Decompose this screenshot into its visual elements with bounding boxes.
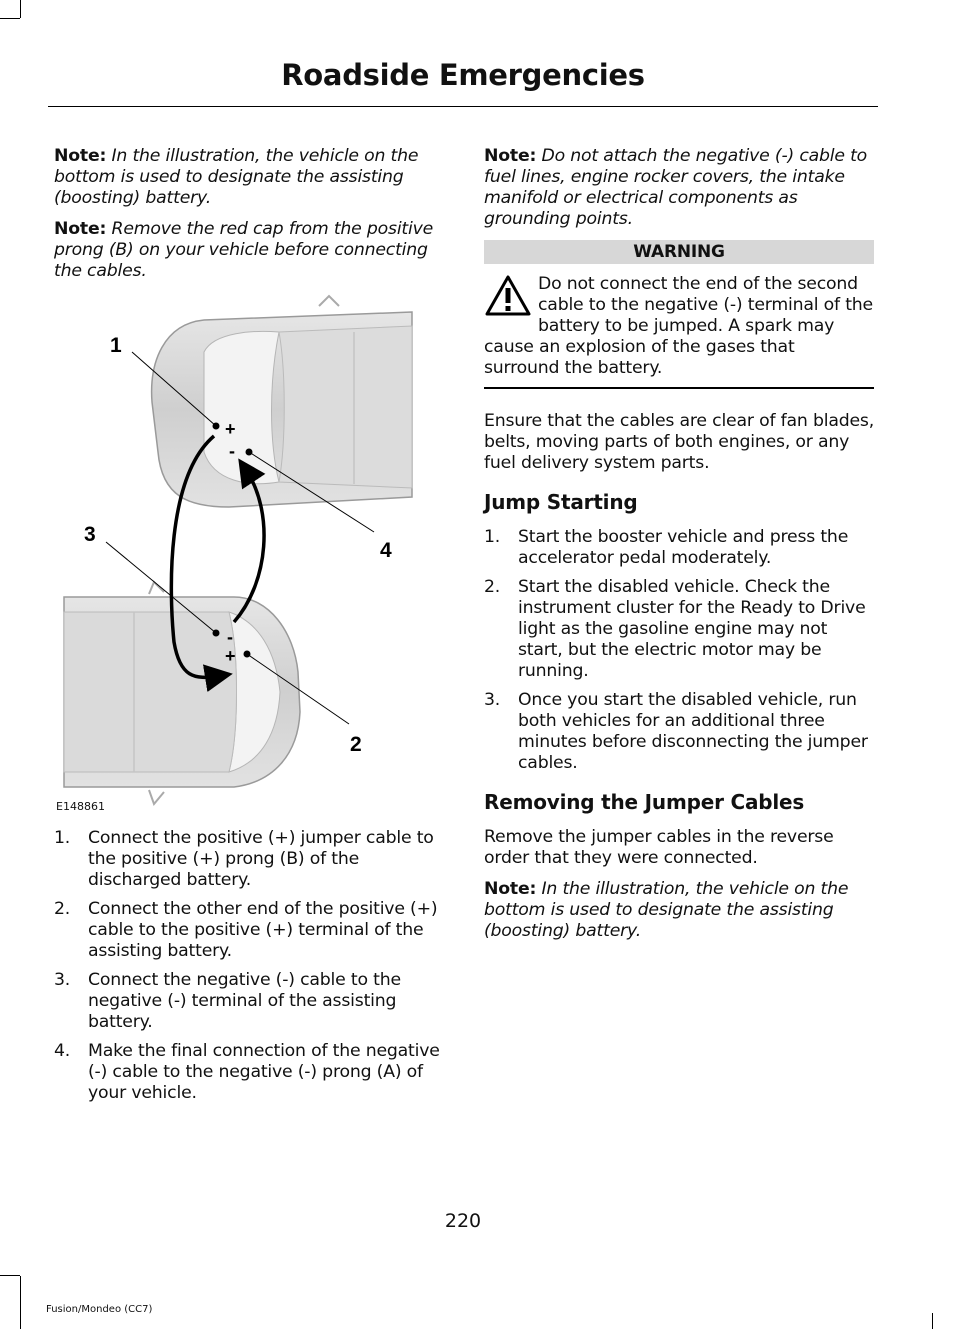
note-label: Note: <box>484 879 537 899</box>
list-item <box>484 690 874 774</box>
list-item <box>484 577 874 682</box>
note-red-cap <box>54 219 446 282</box>
page-title: Roadside Emergencies <box>281 58 645 92</box>
warning-box <box>484 264 874 389</box>
bottom-vehicle <box>64 582 300 804</box>
top-negative-sign: - <box>229 441 235 461</box>
step-text: Connect the positive (+) jumper cable to the positive (+) prong (B) of the discharged battery. <box>88 828 434 890</box>
terminal-dot <box>213 630 220 637</box>
step-number: 1. <box>484 527 501 547</box>
remove-cables-paragraph: Remove the jumper cables in the reverse order that they were connected. <box>484 827 834 868</box>
note-boosting-battery <box>54 146 446 209</box>
callout-4: 4 <box>380 539 392 562</box>
note-grounding <box>484 146 874 230</box>
note-boosting-battery <box>484 879 874 942</box>
list-item <box>54 1041 446 1104</box>
crop-mark <box>20 1276 21 1329</box>
right-column <box>484 146 874 952</box>
step-number: 3. <box>484 690 501 710</box>
callout-3: 3 <box>84 523 96 546</box>
warning-header: WARNING <box>484 240 874 264</box>
bottom-positive-sign: + <box>225 646 236 666</box>
header-divider <box>48 106 878 107</box>
footer-model: Fusion/Mondeo (CC7) <box>46 1304 153 1315</box>
list-item <box>484 527 874 569</box>
terminal-dot <box>244 651 251 658</box>
note-label: Note: <box>54 219 107 239</box>
crop-mark <box>20 0 21 18</box>
cables-clear-paragraph: Ensure that the cables are clear of fan blades, belts, moving parts of both engines, or any fuel delivery system parts. <box>484 411 875 473</box>
step-text: Connect the negative (-) cable to the negative (-) terminal of the assisting battery. <box>88 970 401 1032</box>
step-number: 2. <box>484 577 501 597</box>
cars-diagram <box>54 292 446 820</box>
terminal-dot <box>213 423 220 430</box>
callout-2: 2 <box>350 733 362 756</box>
step-number: 4. <box>54 1041 71 1061</box>
note-label: Note: <box>484 146 537 166</box>
note-label: Note: <box>54 146 107 166</box>
note-text: Remove the red cap from the positive prong (B) on your vehicle before connecting the cables. <box>54 219 434 281</box>
note-text: In the illustration, the vehicle on the bottom is used to designate the assisting (boosting) battery. <box>484 879 849 941</box>
crop-mark <box>932 1313 933 1329</box>
connect-steps-list <box>54 828 446 1104</box>
removing-cables-heading: Removing the Jumper Cables <box>484 790 805 814</box>
note-text: In the illustration, the vehicle on the bottom is used to designate the assisting (boosting) battery. <box>54 146 419 208</box>
top-positive-sign: + <box>225 419 236 439</box>
callout-1: 1 <box>110 334 122 357</box>
crop-mark <box>0 1275 20 1276</box>
step-number: 3. <box>54 970 71 990</box>
step-text: Once you start the disabled vehicle, run both vehicles for an additional three minutes before disconnecting the jumper cables. <box>518 690 868 773</box>
step-number: 2. <box>54 899 71 919</box>
warning-text: Do not connect the end of the second cable to the negative (-) terminal of the battery to be jumped. A spark may cause an explosion of the gases that surround the battery. <box>484 274 873 378</box>
list-item <box>54 828 446 891</box>
jump-starting-heading: Jump Starting <box>484 490 638 514</box>
jump-start-steps-list <box>484 527 874 774</box>
step-text: Start the booster vehicle and press the accelerator pedal moderately. <box>518 527 849 568</box>
step-text: Make the final connection of the negative (-) cable to the negative (-) prong (A) of your vehicle. <box>88 1041 440 1103</box>
crop-mark <box>0 18 20 19</box>
step-text: Connect the other end of the positive (+) cable to the positive (+) terminal of the assisting battery. <box>88 899 438 961</box>
figure-code: E148861 <box>56 800 105 813</box>
step-text: Start the disabled vehicle. Check the instrument cluster for the Ready to Drive light as the gasoline engine may not start, but the electric motor may be running. <box>518 577 866 681</box>
list-item <box>54 970 446 1033</box>
note-text: Do not attach the negative (-) cable to fuel lines, engine rocker covers, the intake manifold or electrical components as grounding points. <box>484 146 868 229</box>
list-item <box>54 899 446 962</box>
page-number: 220 <box>444 1210 482 1232</box>
jump-start-illustration <box>54 292 446 820</box>
step-number: 1. <box>54 828 71 848</box>
left-column <box>54 146 446 1112</box>
warning-triangle-icon <box>484 274 532 318</box>
bottom-negative-sign: - <box>227 627 233 647</box>
terminal-dot <box>246 449 253 456</box>
top-vehicle <box>152 296 412 507</box>
